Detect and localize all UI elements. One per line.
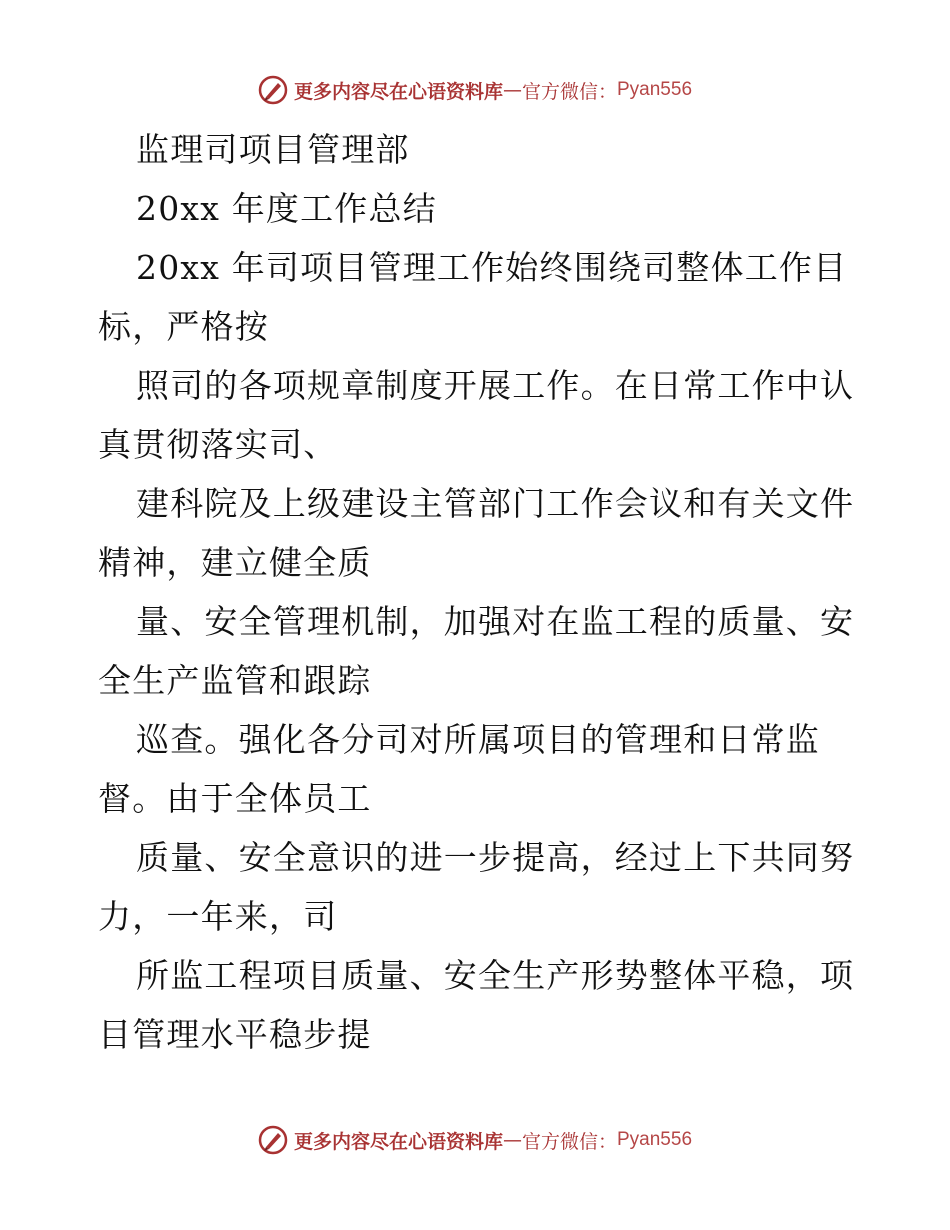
body-text-line: 真贯彻落实司、 bbox=[98, 425, 338, 464]
body-text-line: 全生产监管和跟踪 bbox=[98, 661, 372, 700]
pen-logo-icon bbox=[258, 1125, 288, 1155]
body-text-line: 监理司项目管理部 bbox=[136, 130, 410, 169]
watermark-official: 官方微信： bbox=[521, 80, 617, 103]
body-text-line: 巡查。强化各分司对所属项目的管理和日常监 bbox=[136, 720, 820, 759]
body-text-line: 建科院及上级建设主管部门工作会议和有关文件 bbox=[136, 484, 855, 523]
watermark-wechat-id: Pyan556 bbox=[617, 79, 693, 100]
body-text-line: 力，一年来，司 bbox=[98, 897, 338, 936]
watermark-dash: — bbox=[502, 79, 522, 101]
body-text-line: 量、安全管理机制，加强对在监工程的质量、安 bbox=[136, 602, 855, 641]
footer-watermark bbox=[0, 1120, 950, 1160]
watermark-wechat-id: Pyan556 bbox=[617, 1129, 693, 1150]
watermark-dash: — bbox=[502, 1129, 522, 1151]
body-text-line: 督。由于全体员工 bbox=[98, 779, 372, 818]
document-body bbox=[98, 120, 858, 1064]
header-watermark bbox=[0, 70, 950, 110]
body-text-line: 照司的各项规章制度开展工作。在日常工作中认 bbox=[136, 366, 855, 405]
body-text-line: 20xx 年度工作总结 bbox=[136, 189, 437, 228]
watermark-official: 官方微信： bbox=[521, 1130, 617, 1153]
body-text-line: 质量、安全意识的进一步提高，经过上下共同努 bbox=[136, 838, 855, 877]
body-text-line: 标，严格按 bbox=[98, 307, 269, 346]
pen-logo-icon bbox=[258, 75, 288, 105]
body-text-line: 目管理水平稳步提 bbox=[98, 1015, 372, 1054]
watermark-brand: 更多内容尽在心语资料库 bbox=[293, 80, 503, 103]
body-text-line: 精神，建立健全质 bbox=[98, 543, 372, 582]
body-text-line: 20xx 年司项目管理工作始终围绕司整体工作目 bbox=[136, 248, 848, 287]
body-text-line: 所监工程项目质量、安全生产形势整体平稳，项 bbox=[136, 956, 855, 995]
watermark-brand: 更多内容尽在心语资料库 bbox=[293, 1130, 503, 1153]
